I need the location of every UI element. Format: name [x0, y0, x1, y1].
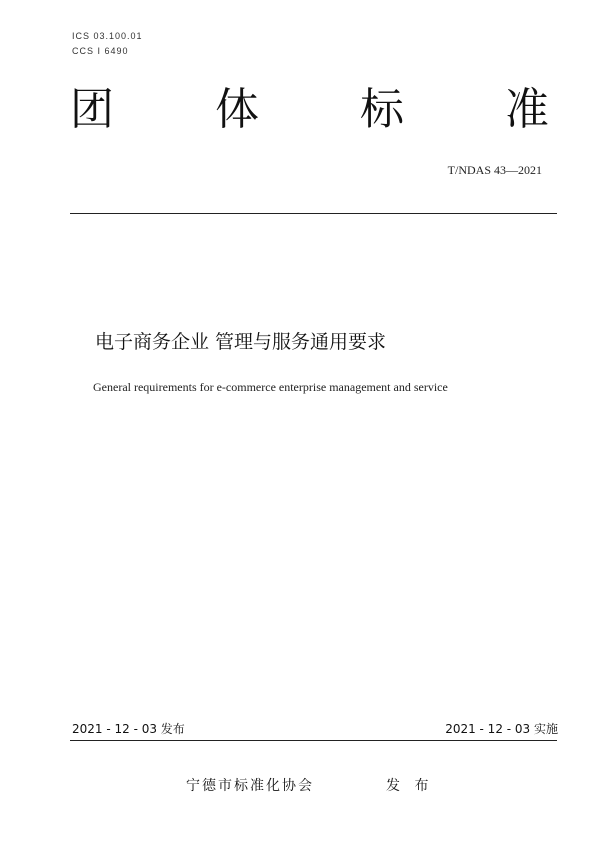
publish-label: 发 布	[386, 778, 434, 794]
document-title-english: General requirements for e-commerce enterprise management and service	[93, 380, 448, 394]
implementation-date: 2021 - 12 - 03 实施	[445, 722, 558, 736]
group-standard-char-4: 准	[505, 84, 549, 135]
group-standard-char-1: 团	[70, 84, 114, 135]
footer-divider	[70, 740, 557, 741]
issue-date: 2021 - 12 - 03 发布	[72, 722, 185, 736]
publisher-name: 宁德市标准化协会	[186, 778, 314, 794]
group-standard-char-3: 标	[360, 84, 404, 135]
standard-number: T/NDAS 43—2021	[447, 163, 542, 177]
document-title-chinese: 电子商务企业 管理与服务通用要求	[95, 331, 387, 353]
ics-code: ICS 03.100.01	[72, 31, 143, 41]
ccs-code: CCS I 6490	[72, 46, 129, 56]
group-standard-char-2: 体	[215, 84, 259, 135]
header-divider	[70, 213, 557, 214]
